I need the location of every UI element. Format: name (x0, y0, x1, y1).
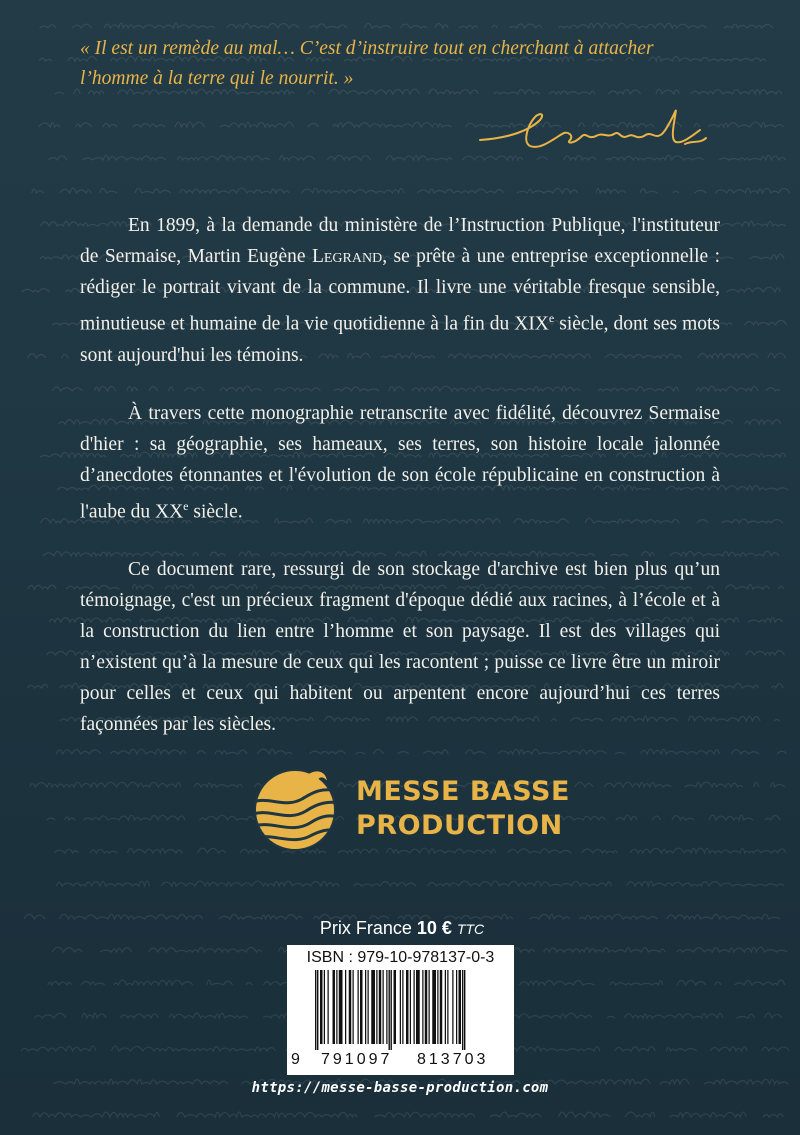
publisher-website-link[interactable]: https://messe-basse-production.com (251, 1080, 549, 1096)
barcode-bar (425, 970, 428, 1044)
barcode-bar (320, 970, 323, 1044)
barcode-bar (368, 970, 369, 1044)
price-suffix: TTC (456, 921, 485, 937)
barcode-bar (406, 970, 409, 1044)
barcode-bar (376, 970, 377, 1044)
isbn-number: ISBN : 979-10-978137-0-3 (306, 949, 495, 966)
barcode-bar (371, 970, 375, 1044)
publisher-name (356, 775, 570, 843)
isbn-barcode-block (287, 945, 514, 1075)
publisher-name-line-2: PRODUCTION (356, 810, 563, 841)
barcode-bar (394, 970, 397, 1044)
barcode-guard-bar (317, 970, 318, 1050)
barcode-bar (452, 970, 453, 1044)
paragraph-1-part-b: , se prête à une entreprise exceptionnelle : rédiger le portrait vivant de la commune. Il livre une véritable fresque sensible, minutieuse et humaine de la vie quotidienne à la fin du XIX (80, 246, 721, 335)
handwriting-stroke (40, 23, 783, 28)
paragraph-1 (80, 210, 720, 371)
paragraph-2 (80, 398, 720, 528)
century-superscript-2: e (183, 498, 189, 513)
barcode-digits-right: 813703 (417, 1051, 489, 1068)
barcode-bar (422, 970, 423, 1044)
author-surname-smallcaps: egrand (323, 246, 383, 267)
barcode-icon (293, 970, 508, 1050)
barcode-bar (386, 970, 387, 1044)
barcode-bar (379, 970, 382, 1044)
barcode-bar (416, 970, 420, 1044)
barcode-guard-bar (464, 970, 465, 1050)
paragraph-1-part-c: siècle, dont ses mots sont aujourd'hui les témoins. (80, 313, 720, 366)
barcode-bar (353, 970, 354, 1044)
barcode-digit-first: 9 (291, 1051, 300, 1068)
barcode-bar (333, 970, 336, 1044)
quote-line-1: « Il est un remède au mal… C’est d’instruire tout en cherchant à attacher (80, 38, 654, 59)
barcode-bar (324, 970, 325, 1044)
publisher-name-line-1: MESSE BASSE (356, 776, 570, 807)
price-amount: 10 € (416, 918, 452, 938)
barcode-bar (447, 970, 448, 1044)
wave-emblem-icon (250, 765, 340, 855)
barcode-guard-bar (462, 970, 463, 1050)
barcode-bar (328, 970, 329, 1044)
epigraph-quote (80, 34, 740, 94)
back-cover-blurb (80, 210, 720, 767)
barcode-guard-bar (389, 970, 390, 1050)
paragraph-2-part-a: À travers cette monographie retranscrite avec fidélité, découvrez Sermaise d'hier : sa géographie, ses hameaux, ses terres, son histoire locale jalonnée d’anecdotes étonnantes et l'évolution de son école républicaine en construction à l'aube du XX (80, 402, 720, 522)
quote-line-2: l’homme à la terre qui le nourrit. » (80, 68, 354, 89)
barcode-bar (349, 970, 352, 1044)
paragraph-1-part-a: En 1899, à la demande du ministère de l’Instruction Publique, l'instituteur de Sermaise, Martin Eugène L (80, 215, 720, 267)
barcode-bar (459, 970, 462, 1044)
barcode-bar (383, 970, 384, 1044)
barcode-bar (360, 970, 363, 1044)
barcode-bar (456, 970, 457, 1044)
paragraph-3: Ce document rare, ressurgi de son stockage d'archive est bien plus qu’un témoignage, c'est un précieux fragment d'époque dédié aux racines, à l’école et à la construction du lien entre l’homme et son paysage. Il est des villages qui n’existent qu’à la mesure de ceux qui les racontent ; puisse ce livre être un miroir pour celles et ceux qui habitent ou arpentent encore aujourd’hui ces terres façonnées par les siècles. (80, 559, 720, 735)
price-label (287, 918, 517, 939)
barcode-bar (336, 970, 337, 1044)
paragraph-2-part-b: siècle. (188, 501, 243, 522)
barcode-guard-bar (391, 970, 392, 1050)
century-superscript-1: e (548, 311, 555, 325)
legrand-signature (470, 100, 720, 170)
barcode-bar (437, 970, 438, 1044)
publisher-logo (250, 765, 570, 855)
barcode-bar (432, 970, 436, 1044)
barcode-digits-left: 791097 (321, 1051, 393, 1068)
barcode-bar (400, 970, 401, 1044)
barcode-bar (414, 970, 415, 1044)
handwriting-stroke (32, 188, 790, 193)
handwriting-stroke (33, 1112, 784, 1117)
barcode-bar (402, 970, 403, 1044)
price-prefix: Prix France (319, 918, 412, 938)
barcode-bar (429, 970, 430, 1044)
handwriting-stroke (57, 881, 800, 886)
barcode-bar (345, 970, 346, 1044)
barcode-guard-bar (315, 970, 316, 1050)
barcode-bar (365, 970, 366, 1044)
barcode-bar (358, 970, 359, 1044)
barcode-bar (445, 970, 446, 1044)
barcode-bar (410, 970, 411, 1044)
barcode-bar (440, 970, 443, 1044)
barcode-bar (339, 970, 343, 1044)
